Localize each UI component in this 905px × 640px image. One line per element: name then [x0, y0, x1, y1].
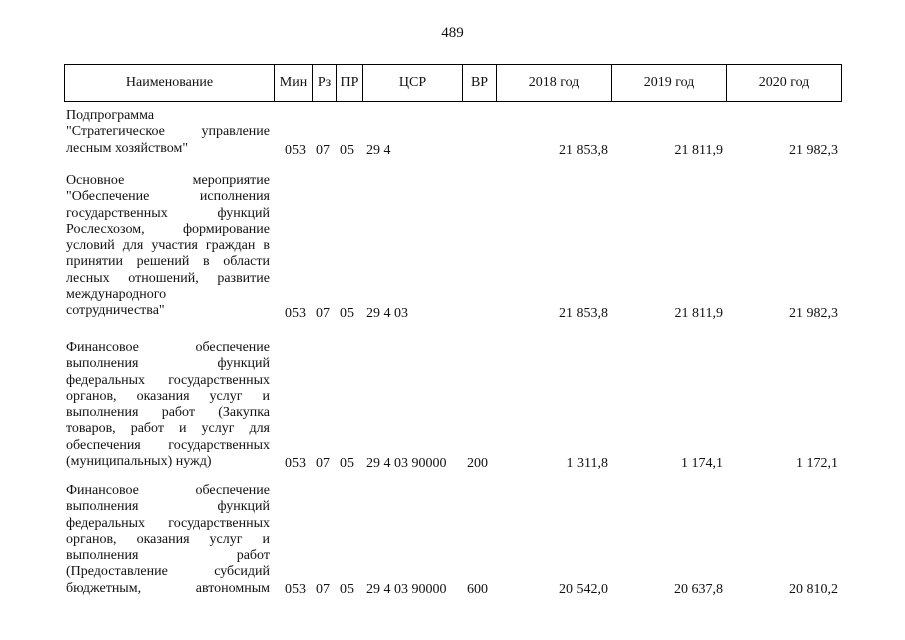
cell-2020: 1 172,1 [796, 456, 838, 471]
header-name: Наименование [65, 65, 275, 101]
name-line: лесным хозяйством" [66, 140, 189, 156]
name-line: Подпрограмма [66, 108, 155, 123]
name-line: сотрудничества" [66, 303, 165, 319]
cell-2019: 21 811,9 [674, 143, 723, 158]
cell-2018: 21 853,8 [559, 143, 608, 158]
name-line: лесных отношений, развитие [66, 270, 270, 286]
cell-pr: 05 [340, 582, 354, 597]
row-name [66, 108, 270, 157]
row-name [66, 173, 270, 320]
cell-csr: 29 4 03 [366, 306, 408, 321]
name-line: органов, оказания услуг и [66, 388, 270, 404]
header-csr: ЦСР [363, 65, 463, 101]
header-2020: 2020 год [758, 75, 810, 90]
name-line: (муниципальных) нужд) [66, 454, 212, 470]
name-line: Финансовое обеспечение [66, 483, 270, 498]
table-header [64, 64, 842, 102]
name-line: международного [66, 287, 167, 303]
cell-rz: 07 [316, 456, 330, 471]
cell-min: 053 [285, 582, 306, 597]
cell-rz: 07 [316, 306, 330, 321]
name-line: товаров, работ и услуг для [66, 421, 270, 437]
cell-2019: 1 174,1 [681, 456, 723, 471]
name-line: Финансовое обеспечение [66, 340, 270, 355]
cell-pr: 05 [340, 456, 354, 471]
header-min: Мин [275, 65, 313, 101]
name-line: выполнения функций [66, 356, 270, 372]
name-line: обеспечения государственных [66, 437, 270, 453]
header-2018: 2018 год [497, 65, 612, 101]
cell-rz: 07 [316, 143, 330, 158]
cell-min: 053 [285, 143, 306, 158]
name-line: органов, оказания услуг и [66, 531, 270, 547]
header-vr: ВР [463, 65, 497, 101]
page-number: 489 [441, 25, 464, 41]
cell-2018: 1 311,8 [566, 456, 608, 471]
name-line: "Обеспечение исполнения [66, 189, 270, 205]
cell-2018: 21 853,8 [559, 306, 608, 321]
cell-2019: 20 637,8 [674, 582, 723, 597]
name-line: условий для участия граждан в [66, 238, 270, 254]
cell-2020: 20 810,2 [789, 582, 838, 597]
cell-rz: 07 [316, 582, 330, 597]
cell-2020: 21 982,3 [789, 143, 838, 158]
cell-vr: 600 [467, 582, 488, 597]
row-name [66, 483, 270, 597]
name-line: (Предоставление субсидий [66, 564, 270, 580]
row-name [66, 340, 270, 470]
cell-vr: 200 [467, 456, 488, 471]
name-line: выполнения функций [66, 499, 270, 515]
name-line: "Стратегическое управление [66, 124, 270, 140]
header-pr: ПР [337, 65, 363, 101]
name-line: выполнения работ (Закупка [66, 405, 270, 421]
name-line: государственных функций [66, 205, 270, 221]
cell-min: 053 [285, 456, 306, 471]
name-line: Рослесхозом, формирование [66, 221, 270, 237]
name-line: принятии решений в области [66, 254, 270, 270]
cell-csr: 29 4 [366, 143, 391, 158]
header-rz: Рз [313, 65, 337, 101]
name-line: бюджетным, автономным [66, 580, 270, 596]
name-line: Основное мероприятие [66, 173, 270, 188]
cell-2019: 21 811,9 [674, 306, 723, 321]
name-line: федеральных государственных [66, 515, 270, 531]
header-2019: 2019 год [612, 65, 727, 101]
cell-min: 053 [285, 306, 306, 321]
cell-csr: 29 4 03 90000 [366, 582, 447, 597]
cell-2018: 20 542,0 [559, 582, 608, 597]
cell-pr: 05 [340, 306, 354, 321]
name-line: федеральных государственных [66, 372, 270, 388]
cell-2020: 21 982,3 [789, 306, 838, 321]
name-line: выполнения работ [66, 548, 270, 564]
cell-pr: 05 [340, 143, 354, 158]
cell-csr: 29 4 03 90000 [366, 456, 447, 471]
